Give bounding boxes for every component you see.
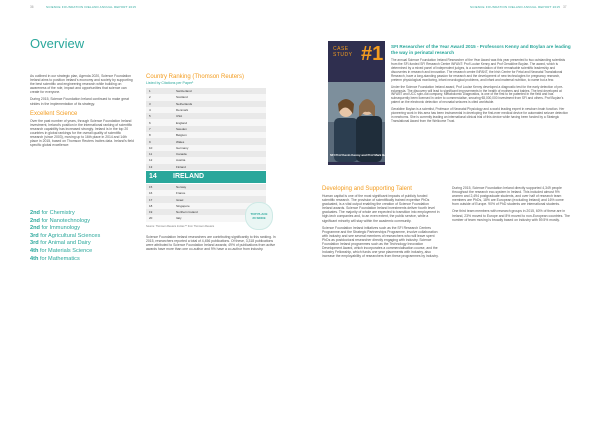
case-paragraph: Under the Science Foundation Ireland award, Prof Louise Kenny developed a diagnostic test for the early detection of pre-eclampsia. The discovery will lead to significant improvements in the health of mothers and babies. The test developed at INFANT and UCC spin-out company, Metabolomic Diagnostics, is one of the first to be patented in the field and has subsequently been licensed in order to commercialise, securing €8,000,000 investment from SFI and others. Prof Boylan's patent on the electronic detection of neonatal seizures is cited worldwide. (391, 84, 564, 105)
ranking-item: 3rd for Agricultural Sciences (30, 232, 101, 239)
rank-number: 15 (146, 184, 173, 190)
ranking-item: 4th for Mathematics (30, 255, 80, 262)
rank-number: 12 (146, 157, 173, 163)
rank-number: 9 (146, 138, 173, 144)
developing-paragraph: Science Foundation Ireland initiatives such as the SFI Research Centres Programme and the Strategic Partnerships Programme, involve collaboration with industry and see several members of researchers who will leave spent PhDs as postdoctoral researcher directly engaging with industry. Science Foundation Ireland programmes such as the Technology Innovation Development Award, which incorporates a commercialisation course, and the Industry Fellowship, which funds one year placements with industry, also increase the employability of researchers from these programmes by industry. (322, 225, 439, 259)
rank-number: 11 (146, 151, 173, 157)
country-name: Finland (173, 164, 266, 170)
country-name: Israel (173, 196, 266, 202)
photo-caption: SFI Prof Kevin Kenny and Prof Mark Beacon (330, 153, 394, 157)
country-name: Northern Ireland (173, 209, 266, 215)
country-name: Netherlands (173, 101, 266, 107)
ireland-label: IRELAND (173, 172, 205, 180)
developing-heading: Developing and Supporting Talent (322, 186, 412, 192)
country-name: Sweden (173, 126, 266, 132)
ireland-rank: 14 (149, 172, 157, 180)
country-name: France (173, 190, 266, 196)
rank-number: 19 (146, 209, 173, 215)
table-row (146, 164, 266, 170)
country-name: USA (173, 113, 266, 119)
ranking-item: 2nd for Chemistry (30, 210, 75, 216)
ranking-item: 4th for Materials Science (30, 247, 93, 254)
rank-number: 4 (146, 107, 173, 113)
case-heading: SFI Researcher of the Year Award 2015 - Professors Kenny and Boylan are leading the way in perinatal research (391, 44, 571, 55)
country-name: Wales (173, 138, 266, 144)
country-ranking-table (146, 88, 266, 170)
country-name: Singapore (173, 203, 266, 209)
case-paragraph: Geraldine Boylan is a scientist, Professor of Neonatal Physiology and a world leading expert in newborn brain function. Her pioneering work in this area has been instrumental in developing the first-ever medical device for automated seizure detection in newborns. She is currently leading an international clinical trial of this device while having been funded by a Strategic Translational Award from the Wellcome Trust. (391, 107, 569, 123)
developing-paragraph: Human capital is one of the most significant impacts of publicly funded scientific research. The provision of scientifically trained expertise PhDs graduated, is a vital output enabling the creation of Science Foundation Ireland awards. Science Foundation Ireland investments deliver fourth level graduates. The majority of whole are expected to transition into employment in high-tech companies and, to an even extent, the public service, while a significant minority will stay within the academic community. (322, 194, 440, 223)
intro-paragraph-2: During 2015, Science Foundation Ireland continued to make great strides in the implementation of its strategy. (30, 97, 129, 106)
field-rankings (30, 210, 130, 263)
rank-number: 5 (146, 113, 173, 119)
publications-text: Science Foundation Ireland researchers are contributing significantly to this ranking. In 2015, researchers reported a total of 4,456 publications. Of these, 3,318 publications were attributed to Science Foundation Ireland awards; 49% of publications from active awards have more than one co-author and 9% have a co-author from industry. (146, 234, 276, 251)
rank-number: 20 (146, 215, 173, 221)
rank-number: 13 (146, 164, 173, 170)
country-name: Switzerland (173, 88, 266, 94)
page-number-left: 36 (30, 5, 34, 9)
case-paragraph: The annual Science Foundation Ireland Researcher of the Year Award was this year presented to two outstanding scientists from the SFI-funded SFI Research Centre INFANT: Prof Louise Kenny and Prof Geraldine Boylan. The award, which is determined by a mixed panel of independent judges, is a commendation of their remarkable scientific leadership and discoveries in research and innovation. The research centre INFANT, the Irish Centre for Fetal and Neonatal Translational Research, have a long-standing passion for research and the development of new technologies for pregnancy research, preterm physiological monitoring, infant neurological problems, and infant and maternal nutrition, to name but a few. (391, 58, 566, 82)
country-name: Scotland (173, 94, 266, 100)
rank-number: 17 (146, 196, 173, 202)
rank-number: 8 (146, 132, 173, 138)
researchers-photo (328, 82, 385, 162)
rank-number: 10 (146, 145, 173, 151)
country-name: Norway (173, 184, 266, 190)
ranking-item: 2nd for Nanotechnology (30, 217, 91, 224)
developing-talent-block (322, 186, 440, 261)
case-study-text (391, 44, 571, 127)
study-label: STUDY (333, 52, 353, 58)
intro-paragraph: As outlined in our strategic plan, Agenda 2020, Science Foundation Ireland aims to position Ireland's economy and society by supporting the best scientific and engineering research while building on awareness of the role, impact and opportunities that science can create for everyone. (30, 74, 133, 95)
rank-number: 16 (146, 190, 173, 196)
developing-talent-block-2 (452, 186, 570, 225)
excellent-science-text: Over the past number of years, through Science Foundation Ireland investment, Ireland's position in the international ranking of scientific research capability has increased strongly. Ireland is in the top 20 countries in global rankings for the overall quality of scientific research (since 2003), moving up to 16th place in 2014 and 14th place in 2015, based on Thomson Reuters Incites data. Ireland's field specific global excellence: (30, 118, 134, 148)
rank-number: 7 (146, 126, 173, 132)
rank-number: 2 (146, 94, 173, 100)
country-name: Denmark (173, 107, 266, 113)
table-source: Source: Thomson Reuters Incites™ from Thomson Reuters (146, 224, 215, 228)
page-number-right: 37 (563, 5, 567, 9)
rank-number: 3 (146, 101, 173, 107)
excellent-science-heading: Excellent Science (30, 110, 78, 117)
country-name: England (173, 119, 266, 125)
running-header-left: SCIENCE FOUNDATION IRELAND ANNUAL REPORT 2015 (46, 5, 137, 9)
case-number: #1 (361, 43, 384, 65)
rank-number: 1 (146, 88, 173, 94)
country-ranking-title: Country Ranking (Thomson Reuters) (146, 74, 245, 80)
developing-paragraph: During 2015, Science Foundation Ireland directly supported 4,349 people throughout the research eco-system in Ireland. This included almost 9% women and 2,494 postgraduate students, and over half of research team members are PhDs, 18% are European (excluding Ireland) and 16% come from outside of Europe. 90% of PhD students are international students. (452, 186, 564, 207)
running-header-right: SCIENCE FOUNDATION IRELAND ANNUAL REPORT 2015 (470, 5, 561, 9)
developing-paragraph: One third team members with research groups in 2015, 60% of these are in Ireland, 23% moved to Europe and 8% moved to non-European countries. The number of team moving is broadly based on industry with 59.5% mostly. (452, 209, 570, 222)
ranking-item: 3rd for Animal and Dairy (30, 240, 91, 247)
country-name: Italy (173, 215, 266, 221)
case-label: CASE (333, 46, 349, 52)
ireland-row (146, 171, 266, 183)
ranking-item: 2nd for Immunology (30, 225, 81, 232)
rank-number: 6 (146, 119, 173, 125)
country-name: Germany (173, 145, 266, 151)
top-20-badge: TOP PLACE 20 SINCE (245, 202, 273, 230)
country-ranking-subtitle: Listed by Citations per Paper¹ (146, 81, 194, 85)
country-name: Austria (173, 157, 266, 163)
intro-block (30, 74, 134, 150)
page-title: Overview (30, 36, 85, 51)
country-name: Belgium (173, 132, 266, 138)
country-name: Canada (173, 151, 266, 157)
rank-number: 18 (146, 203, 173, 209)
